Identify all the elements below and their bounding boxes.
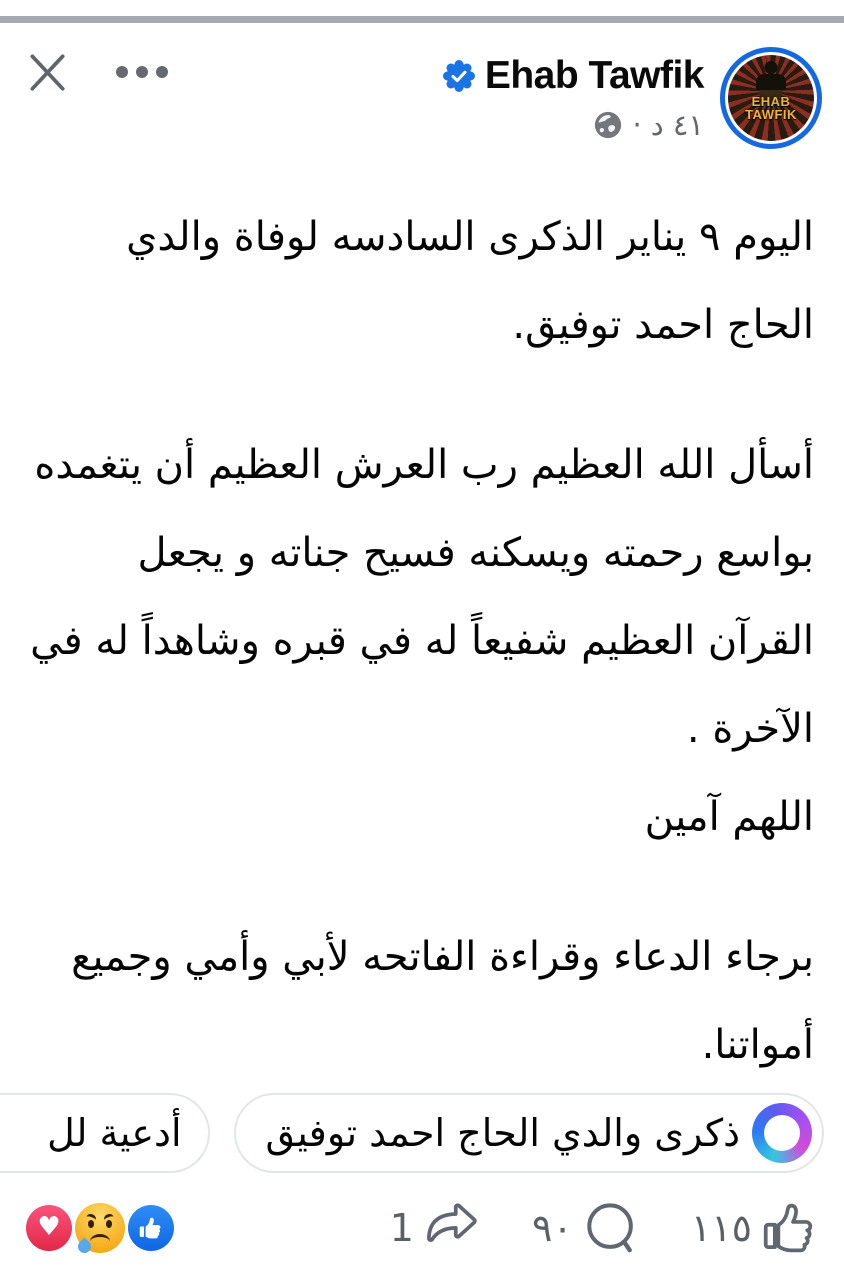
like-count: ١١٥ xyxy=(690,1206,752,1250)
share-stat[interactable] xyxy=(390,1200,480,1256)
name-block xyxy=(443,54,704,142)
share-arrow-icon xyxy=(424,1200,480,1256)
like-thumb-outline-icon xyxy=(762,1200,818,1256)
post-amen-line: اللهم آمين xyxy=(644,794,814,840)
share-count: 1 xyxy=(389,1206,414,1250)
timestamp[interactable]: ٤١ د xyxy=(650,108,704,142)
topic-pills-row xyxy=(0,1090,844,1176)
reaction-pile[interactable] xyxy=(26,1203,174,1253)
comment-bubble-icon xyxy=(583,1200,639,1256)
engagement-bar xyxy=(0,1192,844,1264)
more-options-icon[interactable] xyxy=(116,66,168,78)
meta-separator: · xyxy=(632,107,642,142)
avatar-text-line2: TAWFIK xyxy=(745,107,797,123)
engagement-stats xyxy=(390,1200,818,1256)
post-paragraph-2: أسأل الله العظيم رب العرش العظيم أن يتغمده بواسع رحمته ويسكنه فسيح جناته و يجعل القرآن العظيم شفيعاً له في قبره وشاهداً له في الآخرة . اللهم آمين xyxy=(30,442,814,840)
comment-stat[interactable] xyxy=(532,1200,639,1256)
avatar[interactable] xyxy=(720,47,822,149)
header-actions xyxy=(22,49,168,95)
verified-badge-icon xyxy=(443,60,475,92)
post-paragraph-3: برجاء الدعاء وقراءة الفاتحه لأبي وأمي وجميع أمواتنا. xyxy=(71,934,814,1068)
topic-pill-secondary-label: أدعية لل xyxy=(47,1111,182,1155)
topic-pill-primary[interactable] xyxy=(234,1093,824,1173)
post-meta xyxy=(593,108,704,142)
privacy-globe-icon xyxy=(593,110,623,140)
top-divider-strip xyxy=(0,16,844,23)
avatar-image xyxy=(728,55,814,141)
love-reaction-icon: ♥ xyxy=(26,1205,72,1251)
post-text xyxy=(0,153,844,1090)
avatar-text-line1: EHAB xyxy=(751,93,791,109)
topic-pill-primary-label: ذكرى والدي الحاج احمد توفيق xyxy=(265,1111,740,1155)
post-paragraph-1: اليوم ٩ يناير الذكرى السادسه لوفاة والدي الحاج احمد توفيق. xyxy=(126,214,814,348)
close-icon[interactable] xyxy=(22,49,72,95)
page-name[interactable]: Ehab Tawfik xyxy=(484,54,704,97)
ai-gradient-ring-icon xyxy=(752,1103,812,1163)
topic-pill-secondary[interactable] xyxy=(0,1093,210,1173)
sad-reaction-icon xyxy=(75,1203,125,1253)
like-stat[interactable] xyxy=(691,1200,818,1256)
post-header xyxy=(0,43,844,153)
like-reaction-icon xyxy=(128,1205,174,1251)
comment-count: ٩٠ xyxy=(531,1206,573,1250)
